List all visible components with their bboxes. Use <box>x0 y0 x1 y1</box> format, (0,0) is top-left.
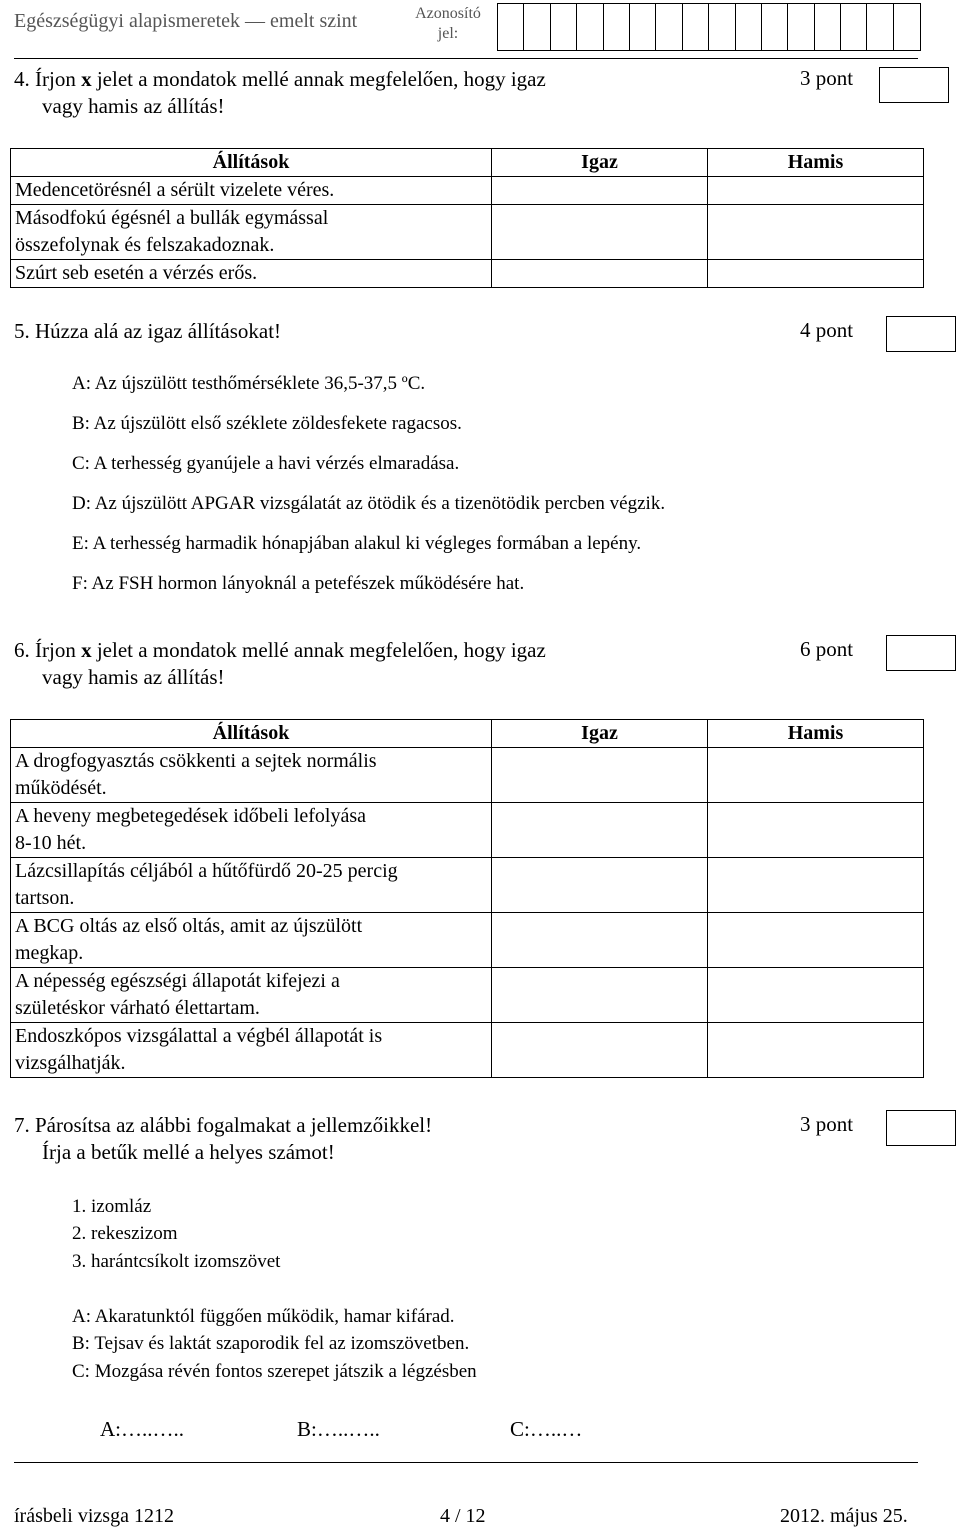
id-label: Azonosító jel: <box>415 5 481 42</box>
answer-cell-igaz[interactable] <box>492 748 708 803</box>
answer-cell-hamis[interactable] <box>708 1023 924 1078</box>
q6-prompt: 6. Írjon x jelet a mondatok mellé annak megfelelően, hogy igaz vagy hamis az állítás! <box>14 638 546 689</box>
q5-statement[interactable]: A: Az újszülött testhőmérséklete 36,5-37,5 ºC. <box>72 373 426 394</box>
header-subject: Egészségügyi alapismeretek — emelt szint <box>14 10 358 32</box>
q7-description: C: Mozgása révén fontos szerepet játszik a légzésben <box>72 1361 477 1382</box>
q4-prompt: 4. Írjon x jelet a mondatok mellé annak megfelelően, hogy igaz vagy hamis az állítás! <box>14 67 546 118</box>
answer-a[interactable]: A:…..….. <box>100 1417 184 1441</box>
answer-cell-hamis[interactable] <box>708 205 924 260</box>
q7-description: A: Akaratunktól függően működik, hamar kifárad. <box>72 1306 455 1327</box>
table-row: A BCG oltás az első oltás, amit az újszülött megkap. <box>11 913 924 968</box>
q5-statement[interactable]: D: Az újszülött APGAR vizsgálatát az ötödik és a tizenötödik percben végzik. <box>72 493 666 514</box>
answer-cell-igaz[interactable] <box>492 803 708 858</box>
answer-c[interactable]: C:…..… <box>510 1417 583 1441</box>
table-row: A népesség egészségi állapotát kifejezi a születéskor várható élettartam. <box>11 968 924 1023</box>
answer-cell-igaz[interactable] <box>492 1023 708 1078</box>
header-rule <box>14 58 918 59</box>
answer-cell-igaz[interactable] <box>492 260 708 288</box>
table-row: A heveny megbetegedések időbeli lefolyása 8-10 hét. <box>11 803 924 858</box>
footer-exam: írásbeli vizsga 1212 <box>14 1505 174 1527</box>
q4-score-box[interactable] <box>879 67 949 103</box>
q6-points: 6 pont <box>800 637 854 661</box>
q4-points: 3 pont <box>800 66 854 90</box>
q5-statement[interactable]: F: Az FSH hormon lányoknál a petefészek működésére hat. <box>72 573 525 594</box>
q7-term: 1. izomláz <box>72 1196 152 1217</box>
answer-cell-hamis[interactable] <box>708 803 924 858</box>
answer-cell-igaz[interactable] <box>492 913 708 968</box>
q6-score-box[interactable] <box>886 635 956 671</box>
footer-rule <box>14 1462 918 1463</box>
q5-statement[interactable]: B: Az újszülött első széklete zöldesfekete ragacsos. <box>72 413 462 434</box>
answer-b[interactable]: B:…..….. <box>297 1417 380 1441</box>
q5-title: 5. Húzza alá az igaz állításokat! <box>14 319 282 343</box>
answer-cell-igaz[interactable] <box>492 858 708 913</box>
page-number: 4 / 12 <box>440 1505 486 1527</box>
answer-cell-hamis[interactable] <box>708 913 924 968</box>
table-row: Medencetörésnél a sérült vizelete véres. <box>11 177 924 205</box>
q4-table <box>10 148 924 288</box>
answer-cell-hamis[interactable] <box>708 748 924 803</box>
q5-points: 4 pont <box>800 318 854 342</box>
answer-cell-igaz[interactable] <box>492 177 708 205</box>
q7-term: 2. rekeszizom <box>72 1223 178 1244</box>
q7-points: 3 pont <box>800 1112 854 1136</box>
answer-cell-hamis[interactable] <box>708 260 924 288</box>
table-row: Lázcsillapítás céljából a hűtőfürdő 20-25 percig tartson. <box>11 858 924 913</box>
id-boxes[interactable] <box>497 3 921 51</box>
q7-description: B: Tejsav és laktát szaporodik fel az izomszövetben. <box>72 1333 470 1354</box>
table-row: A drogfogyasztás csökkenti a sejtek normális működését. <box>11 748 924 803</box>
table-row: Szúrt seb esetén a vérzés erős. <box>11 260 924 288</box>
answer-cell-igaz[interactable] <box>492 205 708 260</box>
answer-cell-hamis[interactable] <box>708 858 924 913</box>
table-row: Másodfokú égésnél a bullák egymással összefolynak és felszakadoznak. <box>11 205 924 260</box>
q5-statement[interactable]: C: A terhesség gyanújele a havi vérzés elmaradása. <box>72 453 460 474</box>
table-header-row: Állítások Igaz Hamis <box>11 720 924 748</box>
q5-score-box[interactable] <box>886 316 956 352</box>
q6-table <box>10 719 924 1078</box>
table-row: Endoszkópos vizsgálattal a végbél állapotát is vizsgálhatják. <box>11 1023 924 1078</box>
table-header-row: Állítások Igaz Hamis <box>11 149 924 177</box>
q7-score-box[interactable] <box>886 1110 956 1146</box>
footer-date: 2012. május 25. <box>780 1505 908 1527</box>
q7-prompt: 7. Párosítsa az alábbi fogalmakat a jellemzőikkel! Írja a betűk mellé a helyes számot! <box>14 1113 433 1164</box>
answer-cell-igaz[interactable] <box>492 968 708 1023</box>
q7-term: 3. harántcsíkolt izomszövet <box>72 1251 281 1272</box>
q5-statement[interactable]: E: A terhesség harmadik hónapjában alakul ki végleges formában a lepény. <box>72 533 642 554</box>
answer-cell-hamis[interactable] <box>708 177 924 205</box>
answer-cell-hamis[interactable] <box>708 968 924 1023</box>
